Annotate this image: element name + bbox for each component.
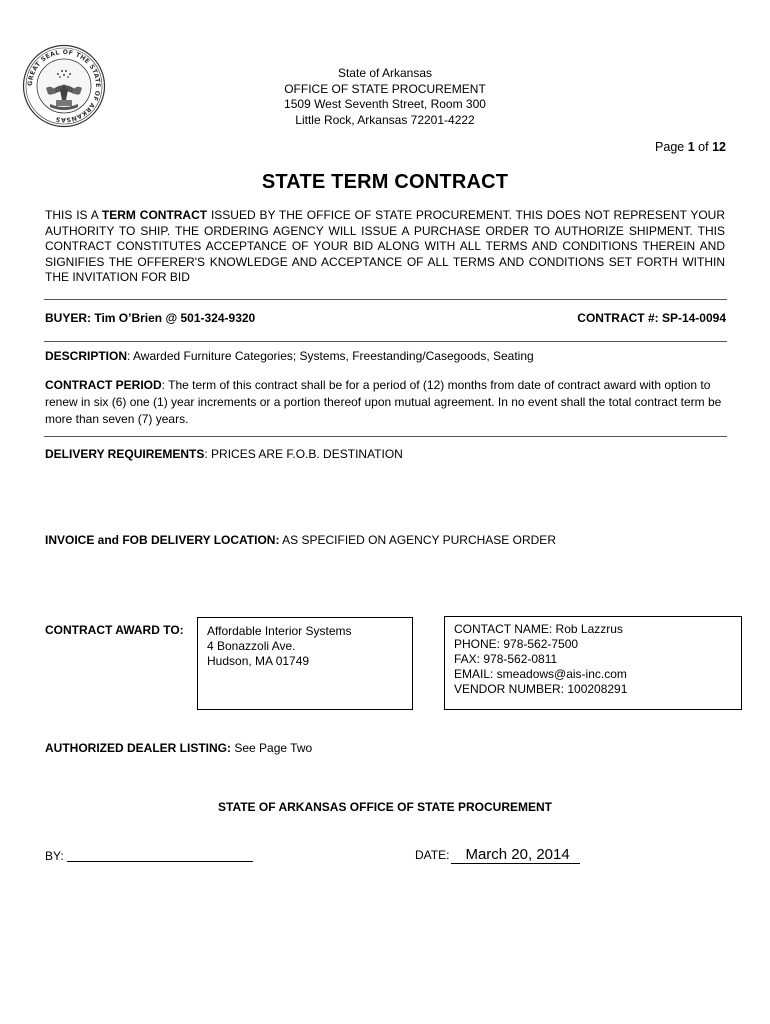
header-street: 1509 West Seventh Street, Room 300 — [284, 97, 486, 111]
header-office: OFFICE OF STATE PROCUREMENT — [284, 81, 486, 96]
dealer-label: AUTHORIZED DEALER LISTING: — [45, 741, 231, 755]
contact-email: EMAIL: smeadows@ais-inc.com — [454, 667, 627, 681]
signature-agency-heading: STATE OF ARKANSAS OFFICE OF STATE PROCUREMENT — [218, 800, 552, 814]
delivery-label: DELIVERY REQUIREMENTS — [45, 447, 205, 461]
signature-line — [67, 861, 253, 862]
contract-period-label: CONTRACT PERIOD — [45, 378, 162, 392]
signature-by — [45, 849, 253, 863]
divider — [44, 341, 727, 342]
signature-date — [415, 846, 580, 864]
invoice-value: AS SPECIFIED ON AGENCY PURCHASE ORDER — [279, 533, 556, 547]
contract-period-value: : The term of this contract shall be for a period of (12) months from date of contract award with option to renew in six (6) one (1) year increments or a portion thereof upon mutual agreement. In no event shall the total contract term be more than seven (7) years. — [45, 378, 722, 426]
header-state: State of Arkansas — [337, 66, 433, 80]
contract-number: CONTRACT #: SP-14-0094 — [577, 311, 726, 325]
page-prefix: Page — [655, 140, 685, 154]
page-current: 1 — [687, 140, 695, 154]
contract-award-label: CONTRACT AWARD TO: — [45, 623, 184, 637]
description — [45, 349, 534, 363]
intro-term: TERM CONTRACT — [101, 208, 208, 222]
vendor-name: Affordable Interior Systems — [207, 624, 352, 638]
intro-rest: ISSUED BY THE OFFICE OF STATE PROCUREMENT. THIS DOES NOT REPRESENT YOUR AUTHORITY TO SHIP. THE ORDERING AGENCY WILL ISSUE A PURCHASE ORDER TO AUTHORIZE SHIPMENT. THIS CONTRACT CONSTITUTES ACCEPTANCE OF YOUR BID ALONG WITH ALL TERMS AND CONDITIONS THEREIN AND SIGNIFIES THE OFFERER'S KNOWLEDGE AND ACCEPTANCE OF ALL TERMS AND CONDITIONS SET FORTH WITHIN THE INVITATION FOR BID — [45, 208, 725, 285]
date-label: DATE: — [415, 848, 450, 862]
description-label: DESCRIPTION — [45, 349, 128, 363]
delivery-requirements — [45, 447, 403, 461]
contact-name: CONTACT NAME: Rob Lazzrus — [454, 622, 623, 636]
vendor-contact-box — [444, 616, 742, 710]
page-total: 12 — [712, 140, 726, 154]
vendor-city: Hudson, MA 01749 — [207, 654, 310, 668]
seal-image — [22, 44, 106, 128]
invoice-label: INVOICE and FOB DELIVERY LOCATION: — [45, 533, 280, 547]
page-number — [655, 140, 726, 154]
intro-lead: THIS IS A — [45, 208, 99, 222]
buyer-info: BUYER: Tim O’Brien @ 501-324-9320 — [45, 311, 256, 325]
invoice-location — [45, 533, 556, 547]
header-city: Little Rock, Arkansas 72201-4222 — [295, 112, 475, 127]
intro-paragraph — [45, 208, 725, 286]
vendor-number: VENDOR NUMBER: 100208291 — [454, 682, 628, 696]
description-value: : Awarded Furniture Categories; Systems, Freestanding/Casegoods, Seating — [127, 349, 534, 363]
contact-phone: PHONE: 978-562-7500 — [454, 637, 579, 651]
contact-fax: FAX: 978-562-0811 — [454, 652, 558, 666]
vendor-address-box — [197, 617, 413, 710]
divider — [44, 436, 727, 437]
delivery-value: : PRICES ARE F.O.B. DESTINATION — [204, 447, 403, 461]
dealer-value: See Page Two — [231, 741, 313, 755]
divider — [44, 299, 727, 300]
page-of: of — [698, 140, 709, 154]
authorized-dealer-listing — [45, 741, 312, 755]
vendor-street: 4 Bonazzoli Ave. — [207, 639, 296, 653]
seal-ring-text: GREAT SEAL OF THE STATE OF ARKANSAS — [26, 48, 102, 124]
state-seal — [22, 44, 106, 128]
contract-period — [45, 377, 725, 428]
date-value: March 20, 2014 — [451, 846, 579, 864]
agency-address — [230, 66, 540, 128]
by-label: BY: — [45, 849, 64, 863]
document-title: STATE TERM CONTRACT — [261, 171, 509, 193]
